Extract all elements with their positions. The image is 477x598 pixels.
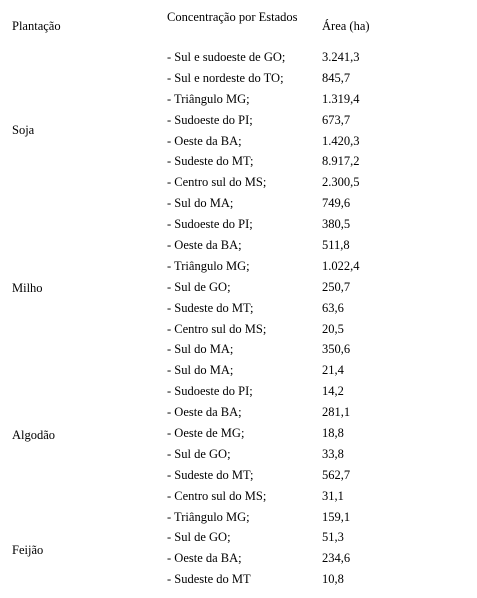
area-cell: 673,7 bbox=[322, 112, 351, 127]
state-cell: - Triângulo MG; bbox=[167, 91, 250, 106]
state-cell: - Centro sul do MS; bbox=[167, 321, 267, 336]
state-cell: - Sudoeste do PI; bbox=[167, 217, 253, 232]
table-row bbox=[0, 339, 477, 360]
state-cell: - Oeste da BA; bbox=[167, 551, 242, 566]
table-row bbox=[0, 110, 477, 131]
area-cell: 1.022,4 bbox=[322, 258, 360, 273]
table-row bbox=[0, 68, 477, 89]
crop-label-algodao: Algodão bbox=[12, 428, 56, 442]
area-cell: 51,3 bbox=[322, 530, 344, 545]
state-cell: - Oeste da BA; bbox=[167, 405, 242, 420]
table-row bbox=[0, 444, 477, 465]
area-cell: 20,5 bbox=[322, 321, 344, 336]
area-cell: 562,7 bbox=[322, 467, 351, 482]
area-cell: 234,6 bbox=[322, 551, 351, 566]
table-row bbox=[0, 507, 477, 528]
table-row bbox=[0, 486, 477, 507]
table-row bbox=[0, 151, 477, 172]
table-row bbox=[0, 131, 477, 152]
state-cell: - Sudeste do MT; bbox=[167, 154, 254, 169]
area-cell: 21,4 bbox=[322, 363, 344, 378]
state-cell: - Oeste da BA; bbox=[167, 133, 242, 148]
state-cell: - Sudoeste do PI; bbox=[167, 112, 253, 127]
state-cell: - Centro sul do MS; bbox=[167, 488, 267, 503]
table-row bbox=[0, 360, 477, 381]
area-cell: 14,2 bbox=[322, 384, 344, 399]
state-cell: - Sul e sudoeste de GO; bbox=[167, 50, 286, 64]
state-cell: - Sul de GO; bbox=[167, 279, 231, 294]
state-cell: - Sudeste do MT; bbox=[167, 300, 254, 315]
state-cell: - Sul de GO; bbox=[167, 446, 231, 461]
area-cell: 1.319,4 bbox=[322, 91, 360, 106]
state-cell: - Sul e nordeste do TO; bbox=[167, 70, 284, 85]
header-area: Área (ha) bbox=[322, 19, 370, 33]
table-row bbox=[0, 548, 477, 569]
table-body bbox=[0, 47, 477, 590]
area-cell: 845,7 bbox=[322, 70, 351, 85]
header-crop: Plantação bbox=[12, 19, 61, 33]
area-cell: 3.241,3 bbox=[322, 50, 360, 64]
state-cell: - Triângulo MG; bbox=[167, 509, 250, 524]
state-cell: - Oeste de MG; bbox=[167, 426, 245, 441]
state-cell: - Sudoeste do PI; bbox=[167, 384, 253, 399]
area-cell: 8.917,2 bbox=[322, 154, 360, 169]
table-row bbox=[0, 256, 477, 277]
crop-label-milho: Milho bbox=[12, 281, 43, 295]
table-row bbox=[0, 89, 477, 110]
area-cell: 511,8 bbox=[322, 238, 350, 253]
table-row bbox=[0, 465, 477, 486]
area-cell: 18,8 bbox=[322, 426, 344, 441]
crop-label-feijao: Feijão bbox=[12, 543, 44, 557]
table-row bbox=[0, 214, 477, 235]
table-row bbox=[0, 298, 477, 319]
table-row bbox=[0, 172, 477, 193]
state-cell: - Sudeste do MT; bbox=[167, 467, 254, 482]
state-cell: - Sudeste do MT bbox=[167, 572, 251, 587]
state-cell: - Sul do MA; bbox=[167, 363, 234, 378]
table-row bbox=[0, 423, 477, 444]
table-row bbox=[0, 319, 477, 340]
table-row bbox=[0, 569, 477, 590]
table-row bbox=[0, 402, 477, 423]
area-cell: 2.300,5 bbox=[322, 175, 360, 190]
state-cell: - Oeste da BA; bbox=[167, 238, 242, 253]
area-cell: 31,1 bbox=[322, 488, 344, 503]
area-cell: 281,1 bbox=[322, 405, 351, 420]
header-concentration: Concentração por Estados bbox=[167, 10, 298, 24]
state-cell: - Sul do MA; bbox=[167, 196, 234, 211]
crop-label-soja: Soja bbox=[12, 123, 35, 137]
area-cell: 250,7 bbox=[322, 279, 351, 294]
table-row bbox=[0, 527, 477, 548]
area-cell: 10,8 bbox=[322, 572, 344, 587]
state-cell: - Sul de GO; bbox=[167, 530, 231, 545]
area-cell: 380,5 bbox=[322, 217, 351, 232]
table-row bbox=[0, 381, 477, 402]
table-row bbox=[0, 47, 477, 68]
area-cell: 350,6 bbox=[322, 342, 351, 357]
table-row bbox=[0, 193, 477, 214]
area-cell: 159,1 bbox=[322, 509, 351, 524]
table-row bbox=[0, 235, 477, 256]
state-cell: - Centro sul do MS; bbox=[167, 175, 267, 190]
state-cell: - Sul do MA; bbox=[167, 342, 234, 357]
table-row bbox=[0, 277, 477, 298]
state-cell: - Triângulo MG; bbox=[167, 258, 250, 273]
area-cell: 1.420,3 bbox=[322, 133, 360, 148]
area-cell: 749,6 bbox=[322, 196, 351, 211]
area-cell: 33,8 bbox=[322, 446, 344, 461]
area-cell: 63,6 bbox=[322, 300, 344, 315]
